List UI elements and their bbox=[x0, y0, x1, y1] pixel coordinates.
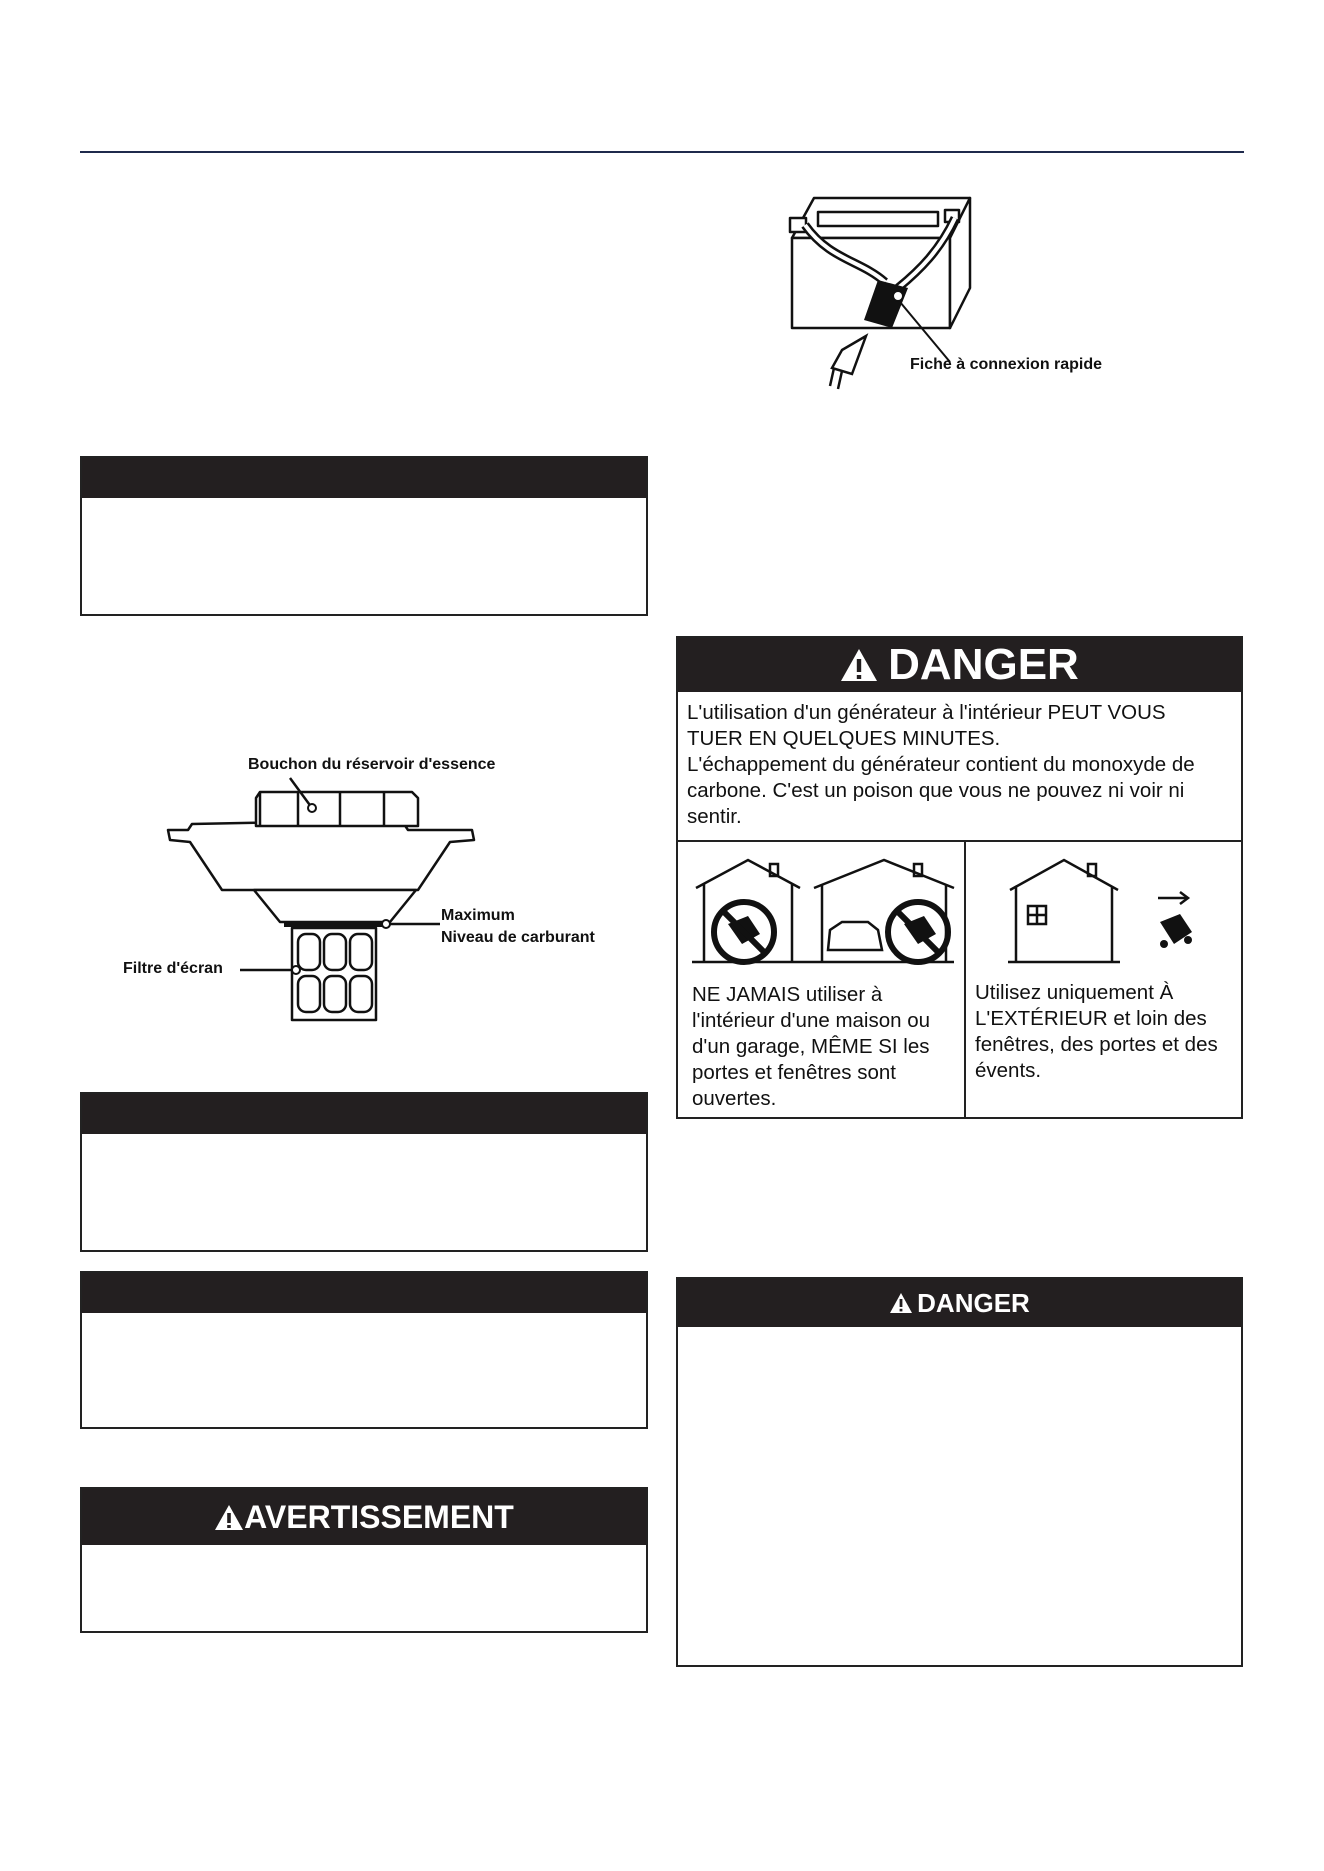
danger-large-title: DANGER bbox=[888, 640, 1079, 689]
max-fuel-label-2: Niveau de carburant bbox=[441, 929, 595, 946]
never-indoors-text: NE JAMAIS utiliser à l'intérieur d'une maison ou d'un garage, MÊME SI les portes et fenêtres sont ouvertes. bbox=[692, 983, 931, 1110]
warning-header bbox=[82, 1489, 646, 1545]
note-box-1-header bbox=[82, 458, 646, 498]
fuel-cap-label: Bouchon du réservoir d'essence bbox=[248, 756, 496, 773]
danger-divider-vertical bbox=[964, 840, 966, 1119]
warning-title: AVERTISSEMENT bbox=[244, 1498, 514, 1535]
danger-large-text: L'utilisation d'un générateur à l'intérieur PEUT VOUS TUER EN QUELQUES MINUTES. L'échappement du générateur contient du monoxyde de carbone. C'est un poison que vous ne pouvez ni voir ni sentir. bbox=[687, 701, 1195, 828]
screen-filter-label: Filtre d'écran bbox=[123, 960, 223, 977]
danger-large-header bbox=[678, 638, 1241, 692]
quick-connect-label: Fiche à connexion rapide bbox=[910, 356, 1103, 373]
note-box-3 bbox=[80, 1271, 648, 1429]
outdoor-use-icon bbox=[1008, 856, 1208, 966]
danger-small-header bbox=[678, 1279, 1241, 1327]
danger-box-small bbox=[676, 1277, 1243, 1667]
note-box-2 bbox=[80, 1092, 648, 1252]
note-box-1 bbox=[80, 456, 648, 616]
danger-small-triangle-icon bbox=[889, 1292, 913, 1314]
warning-box bbox=[80, 1487, 648, 1633]
danger-divider-horizontal bbox=[678, 840, 1241, 842]
note-box-3-header bbox=[82, 1273, 646, 1313]
header-rule bbox=[80, 151, 1244, 153]
max-fuel-label-1: Maximum bbox=[441, 907, 515, 924]
danger-small-title: DANGER bbox=[917, 1287, 1030, 1318]
note-box-2-header bbox=[82, 1094, 646, 1134]
danger-triangle-icon bbox=[840, 648, 878, 682]
no-indoor-use-icon bbox=[692, 858, 954, 964]
warning-triangle-icon bbox=[214, 1504, 244, 1531]
fuel-tank-figure bbox=[168, 790, 478, 1020]
outdoor-only-text: Utilisez uniquement À L'EXTÉRIEUR et loin des fenêtres, des portes et des évents. bbox=[975, 981, 1218, 1082]
danger-box-large bbox=[676, 636, 1243, 1119]
